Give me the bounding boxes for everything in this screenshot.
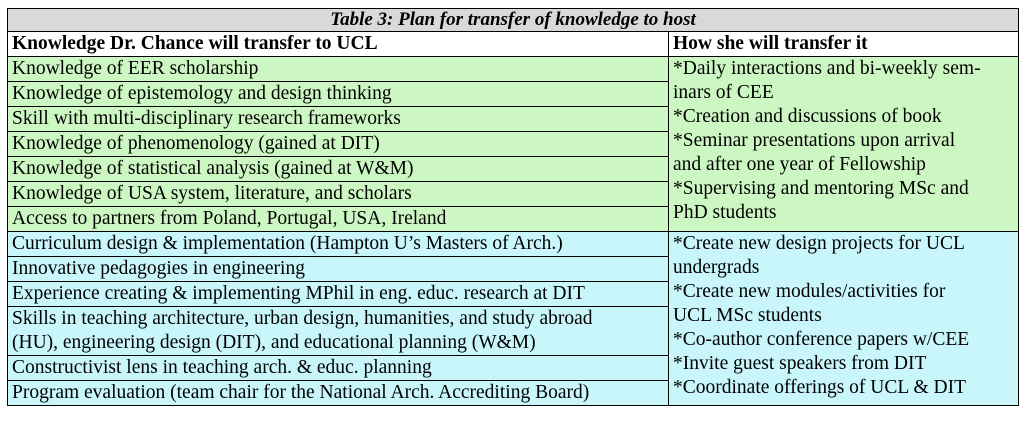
green-left-cell: Knowledge of epistemology and design thinking	[8, 82, 669, 107]
blue-left-cell: Constructivist lens in teaching arch. & educ. planning	[8, 356, 669, 381]
blue-right-line: *Create new design projects for UCL	[673, 233, 965, 254]
green-left-cell: Knowledge of USA system, literature, and scholars	[8, 182, 669, 207]
blue-left-cell: Curriculum design & implementation (Hampton U’s Masters of Arch.)	[8, 232, 669, 257]
green-right-line: inars of CEE	[673, 82, 774, 103]
blue-left-cell: Innovative pedagogies in engineering	[8, 257, 669, 282]
green-right-line: and after one year of Fellowship	[673, 154, 926, 175]
green-right-line: *Seminar presentations upon arrival	[673, 130, 956, 151]
header-right: How she will transfer it	[669, 32, 1019, 57]
green-right-cell	[669, 57, 1019, 232]
green-left-cell: Knowledge of EER scholarship	[8, 57, 669, 82]
blue-left-line: (HU), engineering design (DIT), and educational planning (W&M)	[12, 332, 536, 353]
blue-left-cell-multiline	[8, 307, 669, 356]
green-left-cell: Access to partners from Poland, Portugal, USA, Ireland	[8, 207, 669, 232]
green-right-line: PhD students	[673, 202, 777, 223]
knowledge-transfer-table	[7, 8, 1019, 406]
blue-right-line: undergrads	[673, 257, 760, 278]
green-left-cell: Knowledge of statistical analysis (gained at W&M)	[8, 157, 669, 182]
green-left-cell: Knowledge of phenomenology (gained at DIT)	[8, 132, 669, 157]
blue-left-cell: Program evaluation (team chair for the National Arch. Accrediting Board)	[8, 381, 669, 406]
table-title: Table 3: Plan for transfer of knowledge to host	[8, 9, 1019, 32]
green-right-line: *Daily interactions and bi-weekly sem-	[673, 58, 981, 79]
blue-right-line: *Coordinate offerings of UCL & DIT	[673, 377, 966, 398]
blue-left-line: Skills in teaching architecture, urban design, humanities, and study abroad	[12, 308, 593, 329]
blue-right-cell	[669, 232, 1019, 406]
green-right-line: *Supervising and mentoring MSc and	[673, 178, 969, 199]
blue-left-cell: Experience creating & implementing MPhil in eng. educ. research at DIT	[8, 282, 669, 307]
header-left: Knowledge Dr. Chance will transfer to UCL	[8, 32, 669, 57]
blue-right-line: UCL MSc students	[673, 305, 822, 326]
blue-right-line: *Create new modules/activities for	[673, 281, 946, 302]
header-row	[8, 32, 1019, 57]
blue-right-line: *Invite guest speakers from DIT	[673, 353, 927, 374]
blue-right-line: *Co-author conference papers w/CEE	[673, 329, 970, 350]
green-left-cell: Skill with multi-disciplinary research frameworks	[8, 107, 669, 132]
table-title-row	[8, 9, 1019, 32]
table-row	[8, 57, 1019, 82]
table-row	[8, 232, 1019, 257]
green-right-line: *Creation and discussions of book	[673, 106, 942, 127]
